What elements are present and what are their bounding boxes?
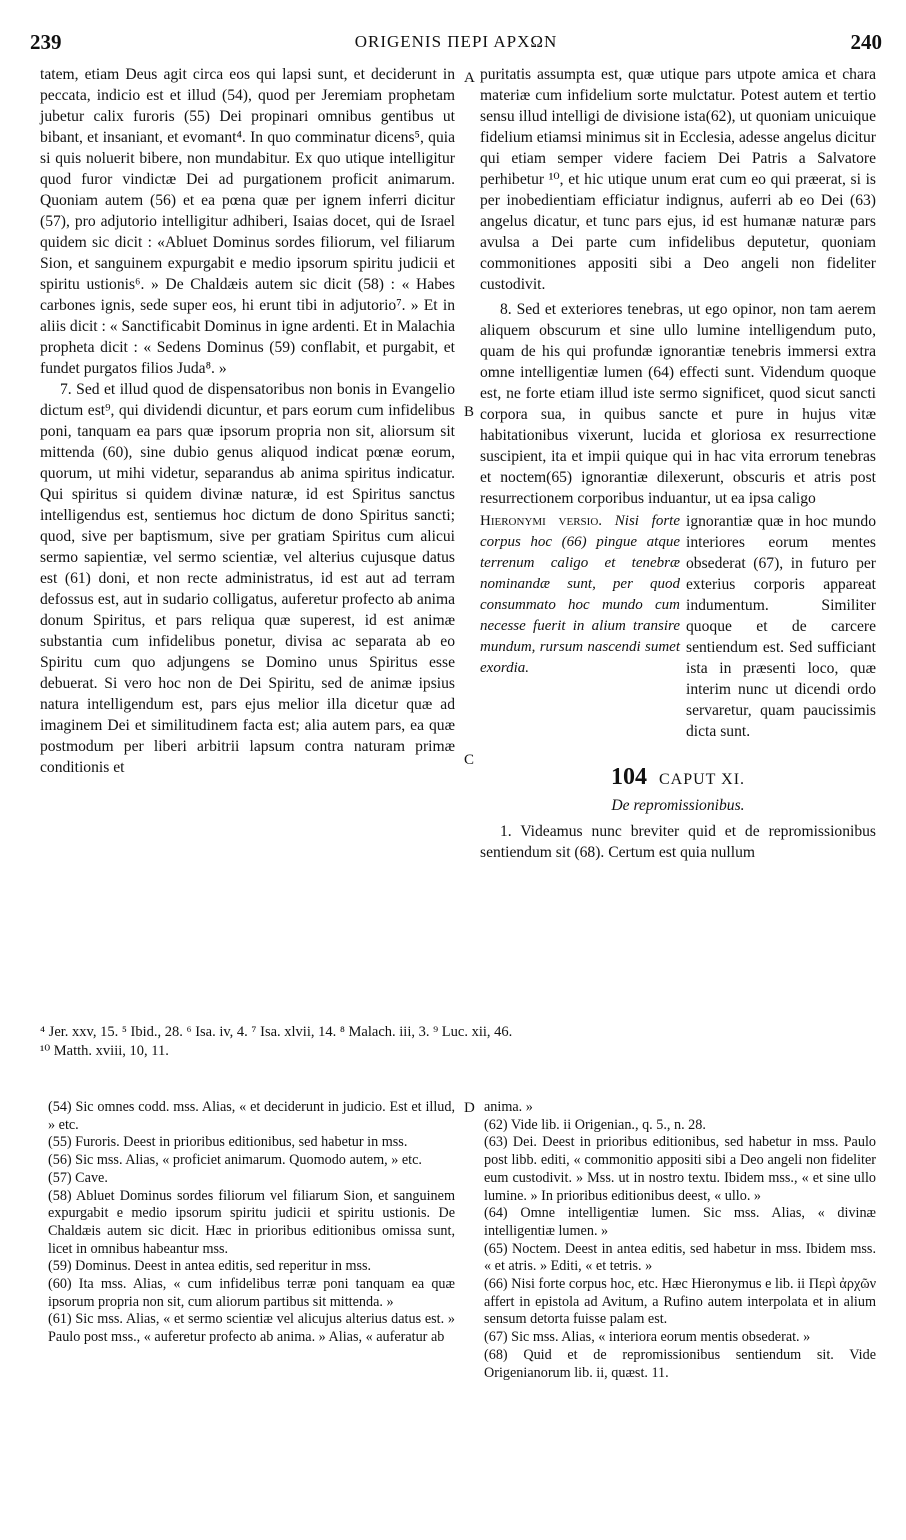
reference-line: ¹⁰ Matth. xviii, 10, 11. <box>40 1043 169 1059</box>
page-number-right: 240 <box>850 30 882 54</box>
hieronymus-version <box>480 511 680 742</box>
footnote: (54) Sic omnes codd. mss. Alias, « et deciderunt in judicio. Est et illud, » etc. <box>48 1099 455 1133</box>
footnote: (68) Quid et de repromissionibus sentiendum sit. Vide Origenianorum lib. ii, quæst. 11. <box>484 1346 876 1381</box>
footnote: (55) Furoris. Deest in prioribus editionibus, sed habetur in mss. <box>48 1134 408 1151</box>
footnote: (61) Sic mss. Alias, « et sermo scientiæ vel alicujus alterius datus est. » Paulo post mss., « auferetur profecto ab anima. » Alias, « auferatur ab <box>48 1311 455 1346</box>
paragraph: 8. Sed et exteriores tenebras, ut ego opinor, non tam aerem aliquem obscurum et sine ullo lumine intelligendum puto, quam de his qui profundæ ignorantiæ tenebris immersi extra omne intelligentiæ lumen (64) effecti sunt. Videndum quoque est, ne forte etiam illud iste sermo significet, quod sicut sancti corpora sua, in quibus sancte et pure in hujus vitæ habitationibus vixerunt, lucida et gloriosa ex resurrectione suscipient, ita et impii quique qui in hac vita errorum tenebras et noctem(65) ignorantiæ dilexerunt, obscuris et atris post resurrectionem corporibus induantur, ut ea ipsa caligo <box>480 301 876 507</box>
version-text: Nisi forte corpus hoc (66) pingue atque terrenum caligo et tenebræ nominandæ sunt, per quod consummato hoc mundo cum necesse fuerit in alium transire mundum, rursum nascendi sumet exordia. <box>480 513 680 676</box>
right-column <box>480 64 876 863</box>
margin-letter-b: B <box>464 404 475 420</box>
chapter-subtitle: De repromissionibus. <box>611 797 745 814</box>
footnote: (65) Noctem. Deest in antea editis, sed habetur in mss. Ibidem mss. « et atris. » Editi, « et tetris. » <box>484 1240 876 1275</box>
left-column <box>40 64 455 778</box>
scripture-references <box>40 1023 876 1061</box>
margin-letter-d: D <box>464 1100 475 1116</box>
footnote: (56) Sic mss. Alias, « proficiet animarum. Quomodo autem, » etc. <box>48 1152 422 1169</box>
parallel-version-block <box>480 511 876 742</box>
paragraph-continuation: ignorantiæ quæ in hoc mundo interiores eorum mentes obsederat (67), in futuro per exterius corporis appareat indumentum. Similiter quoque et de carcere sentiendum est. Sed sufficiant ista in præsenti loco, quæ interim nunc ut dicendi ordo servaretur, quam paucissimis dicta sunt. <box>686 513 876 740</box>
paragraph: 7. Sed et illud quod de dispensatoribus non bonis in Evangelio dictum est⁹, qui dividendi dicuntur, et pars eorum cum infidelibus poni, tanquam ea pars quæ ipsorum propria non sit, aliorsum sit mittenda (60), sine dubio genus aliquod indicat pœnæ eorum, quorum, ut mihi videtur, separandus ab anima spiritus indicatur. Qui spiritus si quidem divinæ naturæ, id est Spiritus sanctus intelligendus est, sentiemus hoc dictum de dono Spiritus sancti; quod, sive per baptismum, sive per gratiam Spiritus cum alicui sermo sapientiæ, vel sermo scientiæ, vel alterius cujusque datus est (61) doni, et non recte administratus, id est aut ad terram defossus est, aut in sudario colligatus, auferetur profecto ab anima donum Spiritus, et pars reliqua quæ superest, id est animæ substantia cum infidelibus ponetur, divisa ac separata ab eo Spiritu cum quo adjungens se Domino unus Spiritus esse debuerat. Si vero hoc non de Dei Spiritu, sed de animæ ipsius natura intelligendum est, pars ejus melior illa dicetur quæ ad imaginem Dei et similitudinem facta est; alia autem pars, ea quæ postmodum per liberi arbitrii lapsum contra naturam primæ conditionis et <box>40 381 455 776</box>
reference-line: ⁴ Jer. xxv, 15. ⁵ Ibid., 28. ⁶ Isa. iv, 4. ⁷ Isa. xlvii, 14. ⁸ Malach. iii, 3. ⁹ Luc. xii, 46. <box>40 1024 513 1040</box>
footnote: anima. » <box>484 1099 533 1115</box>
footnotes-left <box>48 1099 455 1347</box>
footnote: (57) Cave. <box>48 1169 108 1186</box>
paragraph: tatem, etiam Deus agit circa eos qui lapsi sunt, et deciderunt in peccata, indicio est et illud (54), quod per Jeremiam prophetam jubetur calix furoris (55) Dei propinari omnibus gentibus ut bibant, et insaniant, et evomant⁴. In quo comminatur dicens⁵, quia si quis noluerit bibere, non mundabitur. Ex quo utique intelligitur quod furor vindictæ Dei ad purgationem proficit animarum. Quoniam autem (56) et ea pœna quæ per ignem inferri dicitur (57), pro adjutorio intelligitur adhiberi, Isaias docet, qui de Israel quidem sic dicit : «Abluet Dominus sordes filiorum, vel filiarum Sion, et sanguinem expurgabit e medio ipsorum spiritu judicii et spiritu ustionis⁶. » De Chaldæis autem sic dicit (58) : « Habes carbones ignis, sede super eos, hi erunt tibi in adjutorio⁷. » Et in aliis dicit : « Sanctificabit Dominus in igne ardenti. Et in Malachia propheta dicit : « Sedens Dominus (59) conflabit, et purgabit, et fundet purgatos filios Juda⁸. » <box>40 66 455 377</box>
page-number-left: 239 <box>30 30 62 54</box>
chapter-number: 104 <box>610 764 647 790</box>
footnote: (58) Abluet Dominus sordes filiorum vel filiarum Sion, et sanguinem expurgabit e medio ipsorum spiritu judicii et spiritu ustionis. De Chaldæis autem sic dicit. Hæc in prioribus editionibus omissa sunt, licet in omnibus habeantur mss. <box>48 1187 455 1257</box>
margin-letter-a: A <box>464 70 475 86</box>
chapter-heading <box>480 764 876 791</box>
paragraph: 1. Videamus nunc breviter quid et de repromissionibus sentiendum sit (68). Certum est quia nullum <box>480 823 876 861</box>
footnote: (59) Dominus. Deest in antea editis, sed reperitur in mss. <box>48 1258 372 1275</box>
footnote: (66) Nisi forte corpus hoc, etc. Hæc Hieronymus e lib. ii Περὶ ἀρχῶν affert in epistola ad Avitum, a Rufino autem interpolata et in alium sensum detorta fuisse palam est. <box>484 1276 876 1328</box>
paragraph: puritatis assumpta est, quæ utique pars utpote amica et chara materiæ cum infidelium sorte mulctatur. Potest autem et tertio sensu illud intelligi de divisione ista(62), ut quoniam unicuique fidelium etiamsi minimus sit in Ecclesia, adesse angelus dicitur qui etiam semper videre faciem Dei Patris a Salvatore perhibetur ¹⁰, et hic utique unum erat cum eo qui præerat, si is per inobedientiam efficiatur indignus, auferri ab eo Dei (63) angelus dicatur, et tunc pars ejus, id est humanæ naturæ pars avulsa a Dei parte cum infidelibus deputetur, quoniam commonitiones appositi sibi a Deo angeli non fideliter custodivit. <box>480 66 876 293</box>
footnote: (67) Sic mss. Alias, « interiora eorum mentis obsederat. » <box>484 1329 811 1346</box>
footnote: (63) Dei. Deest in prioribus editionibus, sed habetur in mss. Paulo post libb. editi, « commonitio appositi sibi a Deo angeli non fideliter eum custodivit. » Mss. ut in nostro textu. Ibidem mss., « et sine ullo lumine. » In prioribus editionibus deest, « ullo. » <box>484 1134 876 1204</box>
running-title: ORIGENIS ΠΕΡΙ ΑΡΧΩΝ <box>354 32 558 51</box>
footnote: (62) Vide lib. ii Origenian., q. 5., n. 28. <box>484 1116 706 1133</box>
version-label: Hieronymi versio. <box>480 513 603 529</box>
margin-letter-c: C <box>464 752 475 768</box>
chapter-title: CAPUT XI. <box>658 771 746 788</box>
footnotes-right <box>484 1099 876 1382</box>
running-header <box>30 30 882 56</box>
footnote: (64) Omne intelligentiæ lumen. Sic mss. Alias, « divinæ intelligentiæ lumen. » <box>484 1205 876 1239</box>
footnote: (60) Ita mss. Alias, « cum infidelibus terræ poni tanquam ea quæ ipsorum propria non sit, cum aliorum partibus sit mittenda. » <box>48 1276 455 1310</box>
